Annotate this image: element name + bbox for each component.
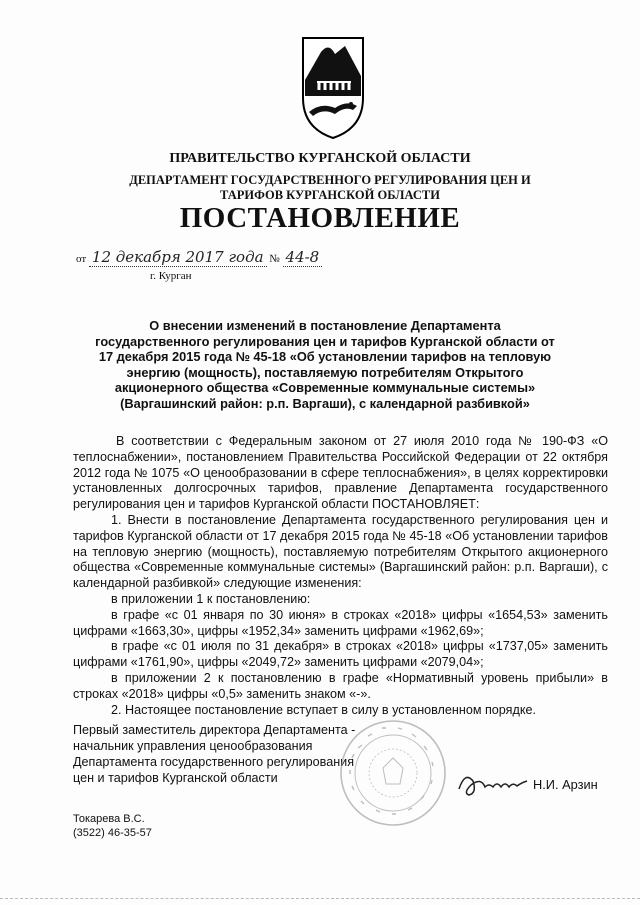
department-name: ДЕПАРТАМЕНТ ГОСУДАРСТВЕННОГО РЕГУЛИРОВАНИЯ ЦЕН И ТАРИФОВ КУРГАНСКОЙ ОБЛАСТИ [129,173,531,202]
signatory-name: Н.И. Арзин [533,777,598,792]
document-title: ПОСТАНОВЛЕНИЕ [179,202,461,234]
signatory-block [73,722,355,786]
item-1-paragraph: 1. Внести в постановление Департамента государственного регулирования цен и тарифов Курганской области от 17 декабря 2015 года № 45-18 «Об установлении тарифов на тепловую энергию (мощность), поставляемую потребителям Открытого акционерного общества «Современные коммунальные системы» (Варгашинский район: р.п. Варгаши), с календарной разбивкой» следующие изменения: [73,512,608,591]
signatory-line-1: Первый заместитель директора Департамента - [73,723,356,737]
executor-phone: (3522) 46-35-57 [73,827,152,839]
executor-name: Токарева В.С. [73,813,145,825]
change-jan-jun-paragraph: в графе «с 01 января по 30 июня» в строках «2018» цифры «1654,53» заменить цифрами «1663,30», цифры «1952,34» заменить цифрами «1962,69»; [73,607,608,638]
item-2-paragraph: 2. Настоящее постановление вступает в силу в установленном порядке. [111,702,536,717]
handwritten-number: 44-8 [283,248,323,267]
city-label: г. Курган [150,270,192,282]
annex-1-paragraph: в приложении 1 к постановлению: [111,591,311,606]
page-bottom-edge [0,898,640,903]
preamble-paragraph: В соответствии с Федеральным законом от 27 июля 2010 года № 190-ФЗ «О теплоснабжении», постановлением Правительства Российской Федерации от 22 октября 2012 года № 1075 «О ценообразовании в сфере теплоснабжения», в целях корректировки установленных долгосрочных тарифов, правление Департамента государственного регулирования цен и тарифов Курганской области ПОСТАНОВЛЯЕТ: [73,434,608,512]
coat-of-arms-icon [301,36,365,140]
document-subject: О внесении изменений в постановление Департамента государственного регулирования цен и тарифов Курганской области от 17 декабря 2015 года № 45-18 «Об установлении тарифов на тепловую энергию (мощность), поставляемую потребителям Открытого акционерного общества «Современные коммунальные системы» (Варгашинский район: р.п. Варгаши), с календарной разбивкой» [95,318,555,411]
number-label: № [269,253,280,265]
signatory-line-3: Департамента государственного регулирования [73,755,355,769]
from-label: от [76,253,87,265]
handwritten-date: 12 декабря 2017 года [89,248,267,267]
official-stamp-icon [338,718,448,828]
executor-block [73,812,152,840]
signatory-line-2: начальник управления ценообразования [73,739,313,753]
annex-2-paragraph: в приложении 2 к постановлению в графе «Нормативный уровень прибыли» в строках «2018» цифры «0,5» заменить знаком «-». [73,670,608,701]
signatory-line-4: цен и тарифов Курганской области [73,771,278,785]
government-name: ПРАВИТЕЛЬСТВО КУРГАНСКОЙ ОБЛАСТИ [169,151,471,166]
change-jul-dec-paragraph: в графе «с 01 июля по 31 декабря» в строках «2018» цифры «1737,05» заменить цифрами «1761,90», цифры «2049,72» заменить цифрами «2079,04»; [73,639,608,670]
signature-icon [455,763,530,803]
date-line [76,248,322,266]
document-body [73,434,608,718]
